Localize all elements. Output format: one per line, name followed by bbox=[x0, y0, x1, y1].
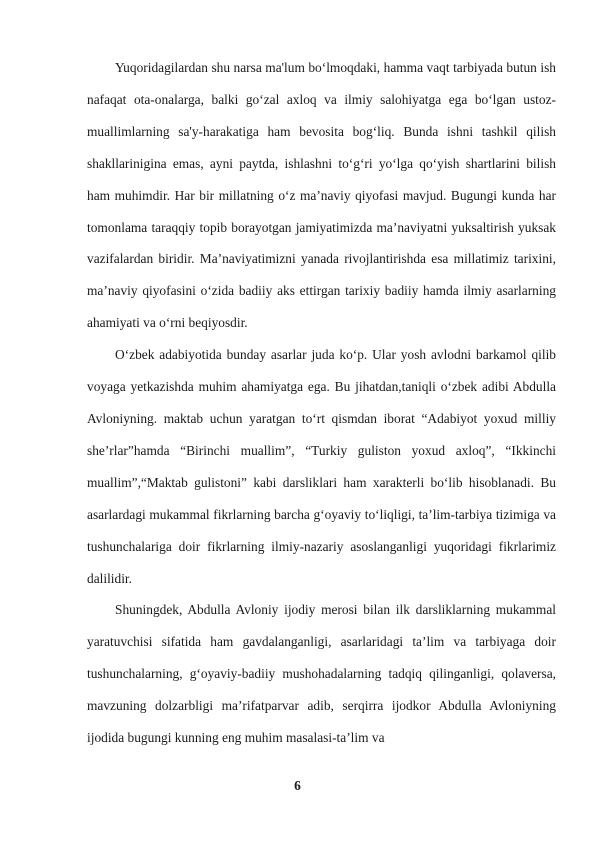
paragraph-1: Yuqoridagilardan shu narsa ma'lum bo‘lmoqdaki, hamma vaqt tarbiyada butun ish nafaqat ota-onalarga, balki go‘zal axloq va ilmiy salohiyatga ega bo‘lgan ustoz-muallimlarning sa'y-harakatiga ham bevosita bog‘liq. Bunda ishni tashkil qilish shakllarinigina emas, ayni paytda, ishlashni to‘g‘ri yo‘lga qo‘yish shartlarini bilish ham muhimdir. Har bir millatning o‘z ma’naviy qiyofasi mavjud. Bugungi kunda har tomonlama taraqqiy topib borayotgan jamiyatimizda ma’naviyatni yuksaltirish yuksak vazifalardan biridir. Ma’naviyatimizni yanada rivojlantirishda esa millatimiz tarixini, ma’naviy qiyofasini o‘zida badiiy aks ettirgan tarixiy badiiy hamda ilmiy asarlarning ahamiyati va o‘rni beqiyosdir. bbox=[87, 60, 556, 331]
page-number: 6 bbox=[294, 778, 301, 793]
page-body bbox=[87, 52, 556, 754]
paragraph-2: O‘zbek adabiyotida bunday asarlar juda ko‘p. Ular yosh avlodni barkamol qilib voyaga yetkazishda muhim ahamiyatga ega. Bu jihatdan,taniqli o‘zbek adibi Abdulla Avloniyning. maktab uchun yaratgan to‘rt qismdan iborat “Adabiyot yoxud milliy she’rlar”hamda “Birinchi muallim”, “Turkiy guliston yoxud axloq”, “Ikkinchi muallim”,“Maktab gulistoni” kabi darsliklari ham xarakterli bo‘lib hisoblanadi. Bu asarlardagi mukammal fikrlarning barcha g‘oyaviy to‘liqligi, ta’lim-tarbiya tizimiga va tushunchalariga doir fikrlarning ilmiy-nazariy asoslanganligi yuqoridagi fikrlarimiz dalilidir. bbox=[87, 347, 556, 586]
paragraph-3: Shuningdek, Abdulla Avloniy ijodiy merosi bilan ilk darsliklarning mukammal yaratuvchisi sifatida ham gavdalanganligi, asarlaridagi ta’lim va tarbiyaga doir tushunchalarning, g‘oyaviy-badiiy mushohadalarning tadqiq qilinganligi, qolaversa, mavzuning dolzarbligi ma’rifatparvar adib, serqirra ijodkor Abdulla Avloniyning ijodida bugungi kunning eng muhim masalasi-ta’lim va bbox=[87, 602, 556, 746]
